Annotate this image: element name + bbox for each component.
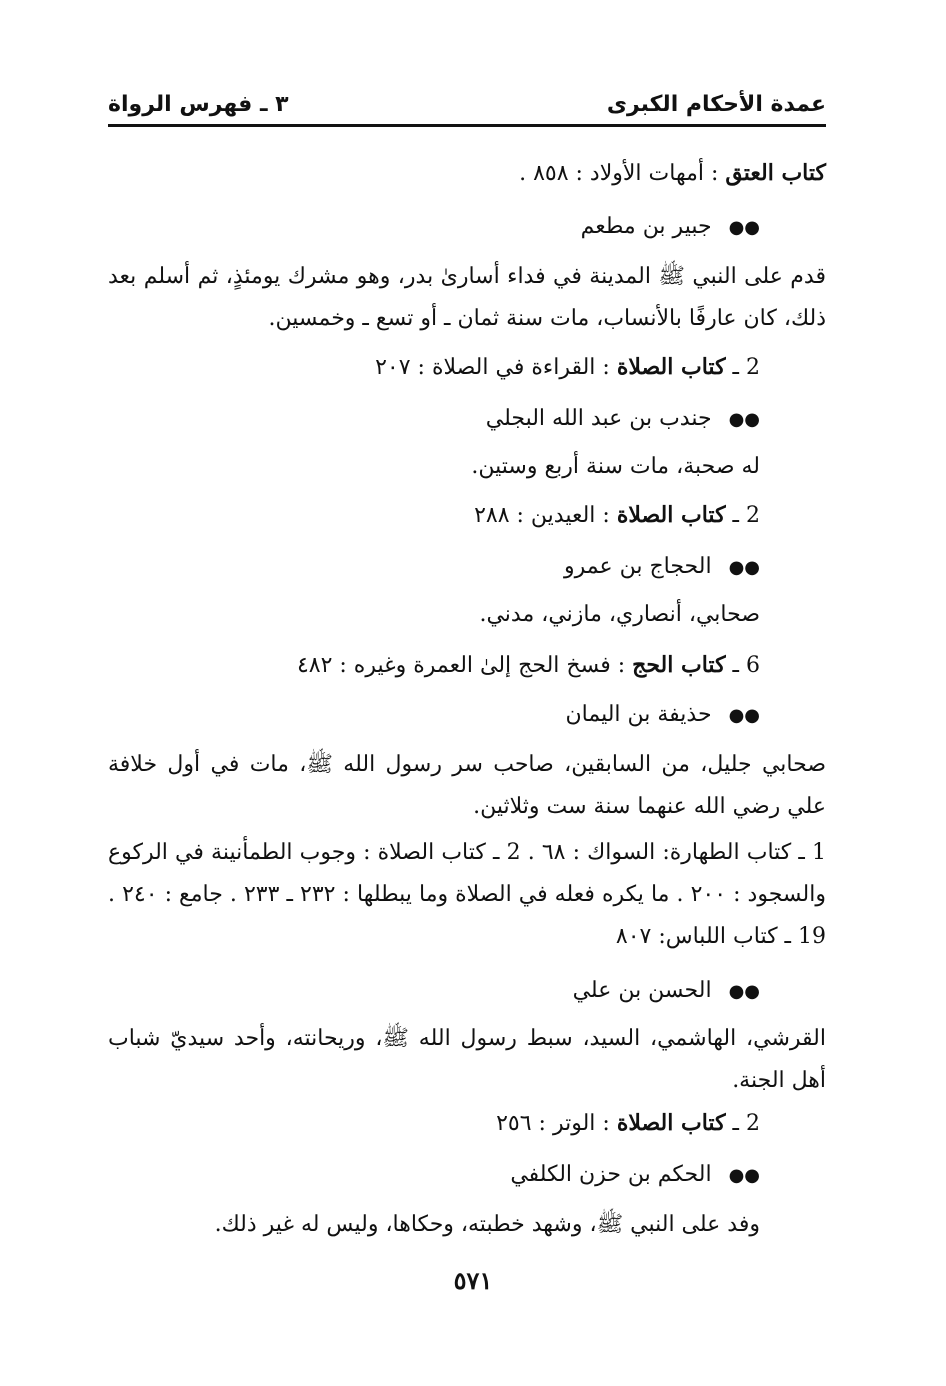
bullet-marker: ●● — [728, 409, 760, 430]
narrator-name — [486, 404, 760, 435]
book-number: 2 ـ — [732, 503, 760, 528]
narrator-name — [510, 1160, 760, 1191]
narrator-name — [564, 552, 760, 583]
reference-text: : العيدين : ٢٨٨ — [474, 503, 610, 528]
reference-line — [496, 1108, 760, 1139]
narrator-name-text: جندب بن عبد الله البجلي — [485, 406, 712, 431]
book-number: 2 ـ — [732, 1111, 760, 1136]
narrator-bio: قدم على النبي ﷺ المدينة في فداء أسارىٰ بدر، وهو مشرك يومئذٍ، ثم أسلم بعد ذلك، كان عارفًا بالأنساب، مات سنة ثمان ـ أو تسع ـ وخمسين. — [108, 264, 826, 331]
book-number: 6 ـ — [732, 653, 760, 678]
running-header — [108, 84, 826, 127]
reference-line — [375, 352, 760, 383]
book-title: عمدة الأحكام الكبرى — [606, 92, 826, 117]
narrator-name-text: الحجاج بن عمرو — [563, 554, 712, 579]
bullet-marker: ●● — [728, 557, 760, 578]
narrator-bio: له صحبة، مات سنة أربع وستين. — [471, 454, 760, 479]
narrator-name-text: الحسن بن علي — [572, 978, 712, 1003]
narrator-bio: القرشي، الهاشمي، السيد، سبط رسول الله ﷺ، وريحانته، وأحد سيديّ شباب أهل الجنة. — [108, 1026, 826, 1093]
book-name: كتاب الصلاة — [616, 1110, 726, 1136]
bullet-marker: ●● — [728, 1165, 760, 1186]
narrator-bio: صحابي جليل، من السابقين، صاحب سر رسول الله ﷺ، مات في أول خلافة علي رضي الله عنهما سنة ست وثلاثين. — [108, 752, 826, 819]
reference-text: : فسخ الحج إلىٰ العمرة وغيره : ٤٨٢ — [296, 653, 626, 678]
page-number: ٥٧١ — [453, 1266, 493, 1295]
book-name: كتاب الحج — [632, 652, 726, 678]
section-title: ٣ ـ فهرس الرواة — [108, 92, 289, 117]
narrator-name-text: حذيفة بن اليمان — [565, 702, 712, 727]
reference-block: 1 ـ كتاب الطهارة: السواك : ٦٨ . 2 ـ كتاب الصلاة : وجوب الطمأنينة في الركوع والسجود : ٢٠٠ . ما يكره فعله في الصلاة وما يبطلها : ٢٣٢ ـ ٢٣٣ . جامع : ٢٤٠ . 19 ـ كتاب اللباس: ٨٠٧ — [108, 840, 826, 949]
bullet-marker: ●● — [728, 705, 760, 726]
book-name: كتاب الصلاة — [616, 354, 726, 380]
narrator-bio: صحابي، أنصاري، مازني، مدني. — [479, 602, 760, 627]
narrator-name — [565, 700, 760, 731]
reference-text: : القراءة في الصلاة : ٢٠٧ — [375, 355, 610, 380]
book-name: كتاب العتق — [725, 160, 826, 186]
reference-line — [297, 650, 760, 681]
reference-text: : أمهات الأولاد : ٨٥٨ . — [519, 161, 719, 186]
reference-line — [474, 500, 760, 531]
reference-text: : الوتر : ٢٥٦ — [496, 1111, 610, 1136]
narrator-name-text: الحكم بن حزن الكلفي — [510, 1162, 712, 1187]
narrator-name-text: جبير بن مطعم — [580, 214, 712, 239]
book-number: 2 ـ — [732, 355, 760, 380]
narrator-bio: وفد على النبي ﷺ، وشهد خطبته، وحكاها، وليس له غير ذلك. — [214, 1212, 760, 1237]
bullet-marker: ●● — [728, 217, 760, 238]
narrator-name — [573, 976, 760, 1007]
reference-line — [519, 158, 826, 189]
bullet-marker: ●● — [728, 981, 760, 1002]
book-name: كتاب الصلاة — [616, 502, 726, 528]
narrator-name — [581, 212, 760, 243]
